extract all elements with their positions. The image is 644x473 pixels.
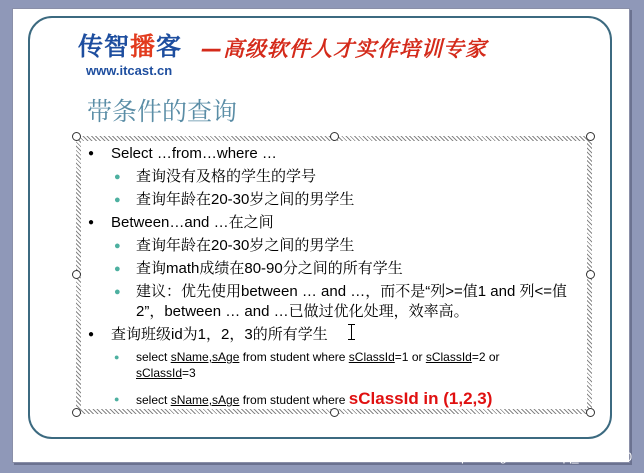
sub-bullet-advice: ● 建议：优先使用between … and …，而不是“列>=值1 and 列<=值2”，between … and …已做过优化处理，效率高。 xyxy=(114,283,567,320)
resize-handle-top[interactable] xyxy=(330,132,339,141)
resize-handle-left[interactable] xyxy=(72,270,81,279)
sub-bullet: ● 查询没有及格的学生的学号 xyxy=(114,168,317,185)
watermark: https://blog.csdn.net/qq_36251000 xyxy=(447,450,632,464)
text-cursor-icon xyxy=(351,324,352,340)
bullet-list[interactable] xyxy=(88,144,588,411)
bullet-select-from-where: ● Select …from…where … xyxy=(88,144,588,164)
logo-chinese: 传智播客 xyxy=(78,32,183,61)
logo-url: www.itcast.cn xyxy=(86,63,173,78)
sql-example-or: ● select sName,sAge from student where sClassId=1 or sClassId=2 or sClassId=3 xyxy=(114,350,500,380)
sql-example-in: ● select sName,sAge from student where sClassId in (1,2,3) xyxy=(114,389,493,408)
resize-handle-tr[interactable] xyxy=(586,132,595,141)
bullet-between-and: ● Between…and …在之间 xyxy=(88,213,588,233)
tagline: —高级软件人才实作培训专家 xyxy=(201,37,487,61)
sub-bullet: ● 查询年龄在20-30岁之间的男学生 xyxy=(114,237,355,254)
resize-handle-bl[interactable] xyxy=(72,408,81,417)
sub-bullet: ● 查询年龄在20-30岁之间的男学生 xyxy=(114,191,355,208)
sub-bullet: ● 查询math成绩在80-90分之间的所有学生 xyxy=(114,260,403,277)
bullet-class-id-query: ● 查询班级id为1，2，3的所有学生 xyxy=(88,325,588,345)
resize-handle-tl[interactable] xyxy=(72,132,81,141)
slide-title: 带条件的查询 xyxy=(87,97,238,126)
